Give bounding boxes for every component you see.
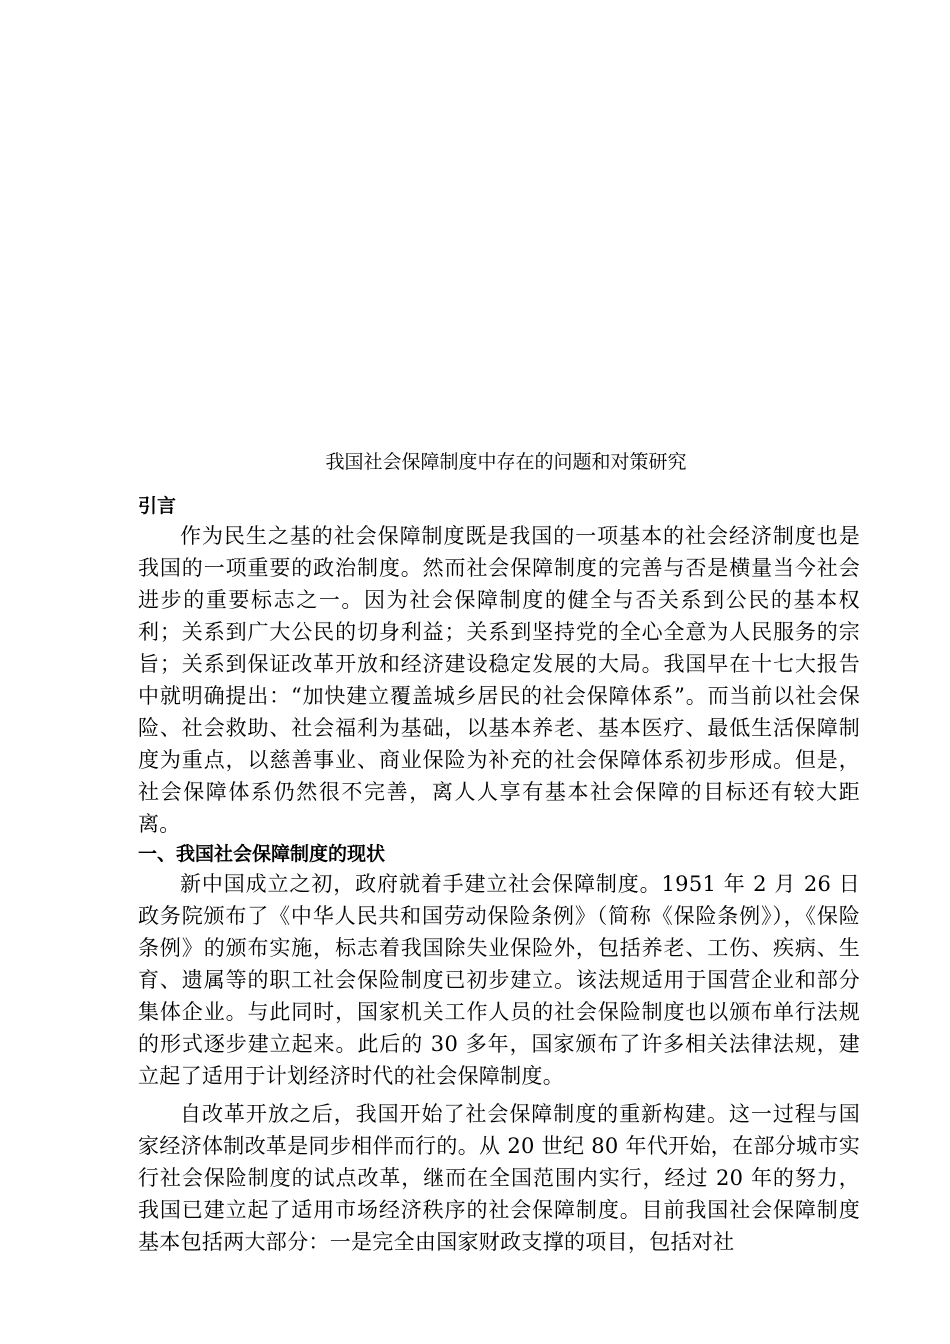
document-body (138, 448, 860, 1258)
section-heading-introduction: 引言 (138, 495, 177, 517)
section-heading-current-status: 一、我国社会保障制度的现状 (138, 843, 386, 865)
introduction-paragraph: 作为民生之基的社会保障制度既是我国的一项基本的社会经济制度也是我国的一项重要的政治制度。然而社会保障制度的完善与否是横量当今社会进步的重要标志之一。因为社会保障制度的健全与否关系到公民的基本权利；关系到广大公民的切身利益；关系到坚持党的全心全意为人民服务的宗旨；关系到保证改革开放和经济建设稳定发展的大局。我国早在十七大报告中就明确提出：“加快建立覆盖城乡居民的社会保障体系”。而当前以社会保险、社会救助、社会福利为基础，以基本养老、基本医疗、最低生活保障制度为重点，以慈善事业、商业保险为补充的社会保障体系初步形成。但是，社会保障体系仍然很不完善，离人人享有基本社会保障的目标还有较大距离。 (138, 524, 860, 836)
current-status-paragraph-1: 新中国成立之初，政府就着手建立社会保障制度。1951 年 2 月 26 日政务院颁布了《中华人民共和国劳动保险条例》（简称《保险条例》），《保险条例》的颁布实施，标志着我国除失业保险外，包括养老、工伤、疾病、生育、遗属等的职工社会保险制度已初步建立。该法规适用于国营企业和部分集体企业。与此同时，国家机关工作人员的社会保险制度也以颁布单行法规的形式逐步建立起来。此后的 30 多年，国家颁布了许多相关法律法规，建立起了适用于计划经济时代的社会保障制度。 (138, 872, 860, 1088)
current-status-paragraph-2: 自改革开放之后，我国开始了社会保障制度的重新构建。这一过程与国家经济体制改革是同步相伴而行的。从 20 世纪 80 年代开始，在部分城市实行社会保险制度的试点改革，继而在全国范围内实行，经过 20 年的努力，我国已建立起了适用市场经济秩序的社会保障制度。目前我国社会保障制度基本包括两大部分：一是完全由国家财政支撑的项目，包括对社 (138, 1102, 860, 1254)
document-title: 我国社会保障制度中存在的问题和对策研究 (325, 451, 687, 473)
